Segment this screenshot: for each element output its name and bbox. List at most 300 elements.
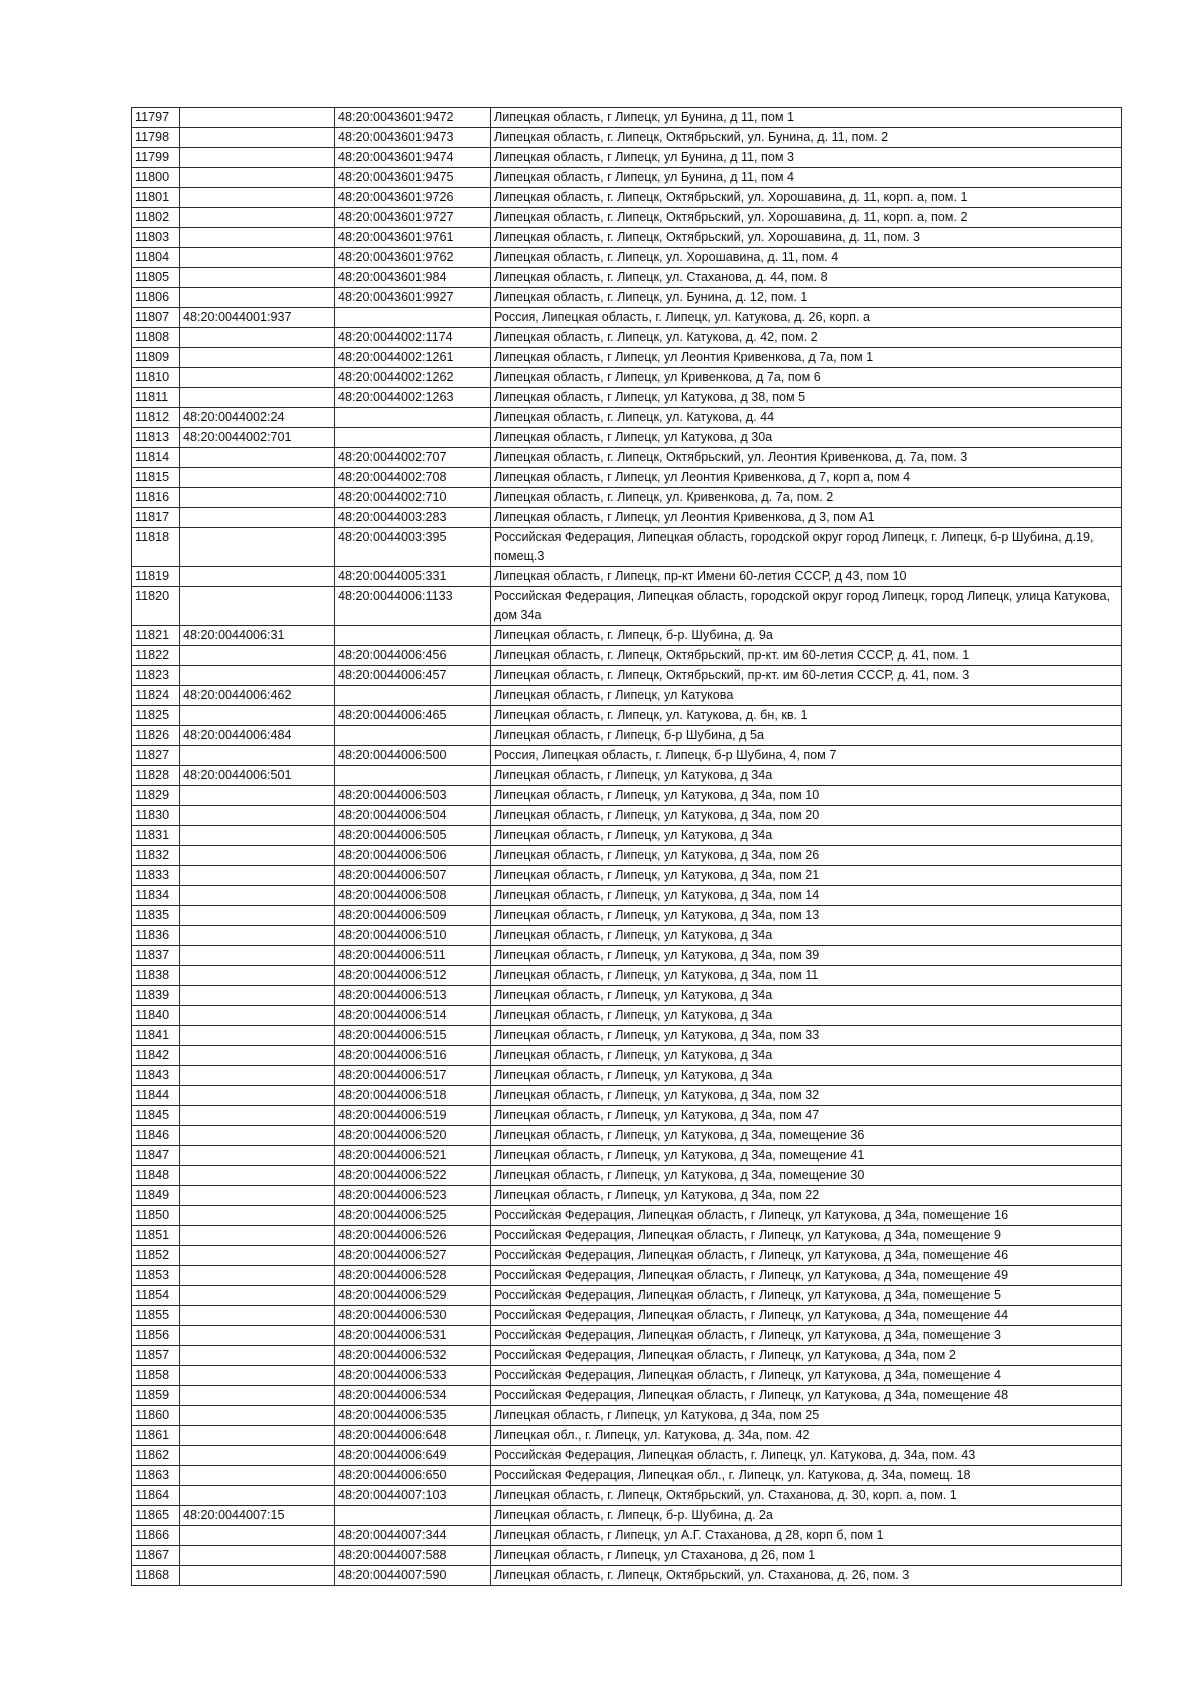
object-cadastral-number — [335, 308, 491, 328]
land-plot-cadastral-number — [180, 1366, 335, 1386]
address: Липецкая область, г Липецк, ул Катукова, д 34а, помещение 30 — [491, 1166, 1122, 1186]
cadastral-registry-table — [131, 107, 1122, 1586]
object-cadastral-number: 48:20:0044006:512 — [335, 966, 491, 986]
object-cadastral-number: 48:20:0044006:511 — [335, 946, 491, 966]
object-cadastral-number: 48:20:0044006:503 — [335, 786, 491, 806]
address: Липецкая область, г Липецк, ул Кривенкова, д 7а, пом 6 — [491, 368, 1122, 388]
land-plot-cadastral-number — [180, 208, 335, 228]
land-plot-cadastral-number: 48:20:0044002:24 — [180, 408, 335, 428]
land-plot-cadastral-number — [180, 587, 335, 626]
land-plot-cadastral-number — [180, 1526, 335, 1546]
row-number: 11861 — [132, 1426, 180, 1446]
address: Липецкая область, г Липецк, ул Катукова, д 30а — [491, 428, 1122, 448]
row-number: 11811 — [132, 388, 180, 408]
object-cadastral-number: 48:20:0044002:708 — [335, 468, 491, 488]
object-cadastral-number: 48:20:0044005:331 — [335, 567, 491, 587]
land-plot-cadastral-number — [180, 1426, 335, 1446]
row-number: 11799 — [132, 148, 180, 168]
address: Липецкая область, г Липецк, ул Катукова, д 34а, пом 14 — [491, 886, 1122, 906]
row-number: 11819 — [132, 567, 180, 587]
land-plot-cadastral-number — [180, 1106, 335, 1126]
row-number: 11847 — [132, 1146, 180, 1166]
object-cadastral-number: 48:20:0043601:9474 — [335, 148, 491, 168]
address: Липецкая область, г Липецк, ул Бунина, д 11, пом 3 — [491, 148, 1122, 168]
object-cadastral-number: 48:20:0044006:510 — [335, 926, 491, 946]
land-plot-cadastral-number — [180, 1486, 335, 1506]
row-number: 11804 — [132, 248, 180, 268]
address: Российская Федерация, Липецкая обл., г. Липецк, ул. Катукова, д. 34а, помещ. 18 — [491, 1466, 1122, 1486]
address: Липецкая область, г. Липецк, Октябрьский, пр-кт. им 60-летия СССР, д. 41, пом. 3 — [491, 666, 1122, 686]
land-plot-cadastral-number — [180, 388, 335, 408]
address: Липецкая область, г. Липецк, Октябрьский, ул. Стаханова, д. 26, пом. 3 — [491, 1566, 1122, 1586]
address: Липецкая область, г Липецк, ул Катукова, д 34а — [491, 1006, 1122, 1026]
object-cadastral-number — [335, 626, 491, 646]
address: Липецкая область, г Липецк, ул Катукова, д 34а, помещение 41 — [491, 1146, 1122, 1166]
table-row — [132, 646, 1122, 666]
object-cadastral-number: 48:20:0044006:519 — [335, 1106, 491, 1126]
land-plot-cadastral-number — [180, 188, 335, 208]
land-plot-cadastral-number: 48:20:0044007:15 — [180, 1506, 335, 1526]
address: Россия, Липецкая область, г. Липецк, б-р Шубина, 4, пом 7 — [491, 746, 1122, 766]
address: Липецкая область, г. Липецк, Октябрьский, ул. Хорошавина, д. 11, корп. а, пом. 2 — [491, 208, 1122, 228]
address: Липецкая область, г Липецк, ул Бунина, д 11, пом 1 — [491, 108, 1122, 128]
row-number: 11818 — [132, 528, 180, 567]
row-number: 11863 — [132, 1466, 180, 1486]
row-number: 11853 — [132, 1266, 180, 1286]
table-row — [132, 1286, 1122, 1306]
address: Липецкая область, г Липецк, ул Катукова, д 34а, пом 39 — [491, 946, 1122, 966]
row-number: 11851 — [132, 1226, 180, 1246]
address: Российская Федерация, Липецкая область, г Липецк, ул Катукова, д 34а, помещение 16 — [491, 1206, 1122, 1226]
table-row — [132, 1166, 1122, 1186]
object-cadastral-number: 48:20:0044006:465 — [335, 706, 491, 726]
row-number: 11868 — [132, 1566, 180, 1586]
row-number: 11834 — [132, 886, 180, 906]
object-cadastral-number: 48:20:0043601:9473 — [335, 128, 491, 148]
table-row — [132, 408, 1122, 428]
object-cadastral-number: 48:20:0044002:710 — [335, 488, 491, 508]
row-number: 11840 — [132, 1006, 180, 1026]
table-row — [132, 1026, 1122, 1046]
object-cadastral-number — [335, 726, 491, 746]
address: Российская Федерация, Липецкая область, г Липецк, ул Катукова, д 34а, помещение 3 — [491, 1326, 1122, 1346]
object-cadastral-number: 48:20:0044006:529 — [335, 1286, 491, 1306]
table-row — [132, 1006, 1122, 1026]
address: Липецкая область, г Липецк, ул А.Г. Стаханова, д 28, корп б, пом 1 — [491, 1526, 1122, 1546]
row-number: 11843 — [132, 1066, 180, 1086]
object-cadastral-number: 48:20:0044006:507 — [335, 866, 491, 886]
object-cadastral-number: 48:20:0044002:1263 — [335, 388, 491, 408]
object-cadastral-number: 48:20:0044006:530 — [335, 1306, 491, 1326]
address: Российская Федерация, Липецкая область, г. Липецк, ул. Катукова, д. 34а, пом. 43 — [491, 1446, 1122, 1466]
land-plot-cadastral-number — [180, 228, 335, 248]
table-row — [132, 1126, 1122, 1146]
land-plot-cadastral-number — [180, 508, 335, 528]
object-cadastral-number: 48:20:0044006:456 — [335, 646, 491, 666]
row-number: 11805 — [132, 268, 180, 288]
object-cadastral-number: 48:20:0043601:9761 — [335, 228, 491, 248]
object-cadastral-number: 48:20:0044006:531 — [335, 1326, 491, 1346]
land-plot-cadastral-number — [180, 866, 335, 886]
object-cadastral-number: 48:20:0043601:9727 — [335, 208, 491, 228]
row-number: 11862 — [132, 1446, 180, 1466]
land-plot-cadastral-number — [180, 1286, 335, 1306]
table-row — [132, 308, 1122, 328]
land-plot-cadastral-number — [180, 1026, 335, 1046]
table-row — [132, 1446, 1122, 1466]
table-row — [132, 468, 1122, 488]
row-number: 11820 — [132, 587, 180, 626]
table-row — [132, 866, 1122, 886]
object-cadastral-number: 48:20:0044006:517 — [335, 1066, 491, 1086]
table-row — [132, 1406, 1122, 1426]
land-plot-cadastral-number — [180, 906, 335, 926]
land-plot-cadastral-number — [180, 1066, 335, 1086]
land-plot-cadastral-number: 48:20:0044002:701 — [180, 428, 335, 448]
land-plot-cadastral-number: 48:20:0044006:501 — [180, 766, 335, 786]
address: Липецкая область, г. Липецк, ул. Стаханова, д. 44, пом. 8 — [491, 268, 1122, 288]
object-cadastral-number: 48:20:0044006:518 — [335, 1086, 491, 1106]
address: Липецкая область, г Липецк, ул Катукова, д 34а, пом 20 — [491, 806, 1122, 826]
land-plot-cadastral-number — [180, 1446, 335, 1466]
object-cadastral-number: 48:20:0043601:9762 — [335, 248, 491, 268]
address: Липецкая область, г. Липецк, ул. Катукова, д. бн, кв. 1 — [491, 706, 1122, 726]
address: Липецкая область, г. Липецк, Октябрьский, ул. Бунина, д. 11, пом. 2 — [491, 128, 1122, 148]
table-row — [132, 1526, 1122, 1546]
land-plot-cadastral-number — [180, 846, 335, 866]
land-plot-cadastral-number — [180, 168, 335, 188]
row-number: 11849 — [132, 1186, 180, 1206]
object-cadastral-number — [335, 1506, 491, 1526]
address: Российская Федерация, Липецкая область, г Липецк, ул Катукова, д 34а, помещение 49 — [491, 1266, 1122, 1286]
table-row — [132, 1246, 1122, 1266]
table-row — [132, 1046, 1122, 1066]
row-number: 11854 — [132, 1286, 180, 1306]
row-number: 11828 — [132, 766, 180, 786]
address: Российская Федерация, Липецкая область, городской округ город Липецк, город Липецк, улица Катукова, дом 34а — [491, 587, 1122, 626]
table-row — [132, 587, 1122, 626]
object-cadastral-number: 48:20:0044006:520 — [335, 1126, 491, 1146]
row-number: 11848 — [132, 1166, 180, 1186]
land-plot-cadastral-number — [180, 926, 335, 946]
object-cadastral-number: 48:20:0044006:505 — [335, 826, 491, 846]
table-row — [132, 348, 1122, 368]
address: Липецкая область, г Липецк, б-р Шубина, д 5а — [491, 726, 1122, 746]
row-number: 11797 — [132, 108, 180, 128]
table-row — [132, 168, 1122, 188]
land-plot-cadastral-number — [180, 966, 335, 986]
object-cadastral-number: 48:20:0044006:528 — [335, 1266, 491, 1286]
object-cadastral-number: 48:20:0044006:522 — [335, 1166, 491, 1186]
address: Липецкая область, г Липецк, ул Стаханова, д 26, пом 1 — [491, 1546, 1122, 1566]
row-number: 11829 — [132, 786, 180, 806]
address: Липецкая область, г Липецк, ул Катукова, д 34а — [491, 1066, 1122, 1086]
address: Липецкая область, г Липецк, ул Катукова, д 34а, пом 10 — [491, 786, 1122, 806]
address: Липецкая область, г Липецк, ул Бунина, д 11, пом 4 — [491, 168, 1122, 188]
table-row — [132, 806, 1122, 826]
table-row — [132, 1266, 1122, 1286]
table-row — [132, 148, 1122, 168]
address: Липецкая область, г. Липецк, б-р. Шубина, д. 2а — [491, 1506, 1122, 1526]
land-plot-cadastral-number: 48:20:0044006:484 — [180, 726, 335, 746]
table-row — [132, 567, 1122, 587]
address: Липецкая область, г Липецк, ул Леонтия Кривенкова, д 3, пом А1 — [491, 508, 1122, 528]
row-number: 11846 — [132, 1126, 180, 1146]
table-row — [132, 686, 1122, 706]
row-number: 11809 — [132, 348, 180, 368]
table-row — [132, 826, 1122, 846]
land-plot-cadastral-number — [180, 986, 335, 1006]
object-cadastral-number — [335, 408, 491, 428]
table-row — [132, 388, 1122, 408]
address: Липецкая область, г Липецк, ул Катукова, д 34а, пом 21 — [491, 866, 1122, 886]
object-cadastral-number: 48:20:0044006:527 — [335, 1246, 491, 1266]
table-row — [132, 946, 1122, 966]
row-number: 11801 — [132, 188, 180, 208]
row-number: 11865 — [132, 1506, 180, 1526]
land-plot-cadastral-number — [180, 1226, 335, 1246]
row-number: 11842 — [132, 1046, 180, 1066]
object-cadastral-number: 48:20:0044006:523 — [335, 1186, 491, 1206]
row-number: 11855 — [132, 1306, 180, 1326]
row-number: 11841 — [132, 1026, 180, 1046]
object-cadastral-number: 48:20:0043601:9472 — [335, 108, 491, 128]
table-row — [132, 328, 1122, 348]
table-row — [132, 1346, 1122, 1366]
land-plot-cadastral-number — [180, 646, 335, 666]
address: Липецкая область, г. Липецк, Октябрьский, ул. Леонтия Кривенкова, д. 7а, пом. 3 — [491, 448, 1122, 468]
address: Российская Федерация, Липецкая область, г Липецк, ул Катукова, д 34а, помещение 5 — [491, 1286, 1122, 1306]
row-number: 11808 — [132, 328, 180, 348]
table-row — [132, 1066, 1122, 1086]
object-cadastral-number: 48:20:0044006:534 — [335, 1386, 491, 1406]
row-number: 11815 — [132, 468, 180, 488]
row-number: 11824 — [132, 686, 180, 706]
address: Липецкая область, г Липецк, пр-кт Имени 60-летия СССР, д 43, пом 10 — [491, 567, 1122, 587]
address: Российская Федерация, Липецкая область, г Липецк, ул Катукова, д 34а, помещение 44 — [491, 1306, 1122, 1326]
table-row — [132, 1566, 1122, 1586]
address: Липецкая область, г. Липецк, Октябрьский, ул. Хорошавина, д. 11, корп. а, пом. 1 — [491, 188, 1122, 208]
address: Российская Федерация, Липецкая область, г Липецк, ул Катукова, д 34а, помещение 46 — [491, 1246, 1122, 1266]
land-plot-cadastral-number: 48:20:0044006:31 — [180, 626, 335, 646]
address: Липецкая область, г. Липецк, Октябрьский, ул. Хорошавина, д. 11, пом. 3 — [491, 228, 1122, 248]
table-row — [132, 228, 1122, 248]
address: Российская Федерация, Липецкая область, г Липецк, ул Катукова, д 34а, помещение 9 — [491, 1226, 1122, 1246]
land-plot-cadastral-number — [180, 1546, 335, 1566]
object-cadastral-number: 48:20:0044006:500 — [335, 746, 491, 766]
row-number: 11798 — [132, 128, 180, 148]
table-row — [132, 1486, 1122, 1506]
address: Российская Федерация, Липецкая область, г Липецк, ул Катукова, д 34а, помещение 48 — [491, 1386, 1122, 1406]
land-plot-cadastral-number — [180, 1146, 335, 1166]
address: Липецкая область, г Липецк, ул Леонтия Кривенкова, д 7, корп а, пом 4 — [491, 468, 1122, 488]
table-row — [132, 1366, 1122, 1386]
object-cadastral-number: 48:20:0044006:525 — [335, 1206, 491, 1226]
address: Липецкая область, г Липецк, ул Катукова, д 34а — [491, 926, 1122, 946]
table-row — [132, 368, 1122, 388]
table-row — [132, 128, 1122, 148]
land-plot-cadastral-number — [180, 468, 335, 488]
address: Липецкая область, г Липецк, ул Катукова, д 38, пом 5 — [491, 388, 1122, 408]
table-row — [132, 528, 1122, 567]
object-cadastral-number: 48:20:0044006:532 — [335, 1346, 491, 1366]
address: Липецкая область, г. Липецк, ул. Катукова, д. 42, пом. 2 — [491, 328, 1122, 348]
table-row — [132, 488, 1122, 508]
table-row — [132, 666, 1122, 686]
table-row — [132, 1386, 1122, 1406]
row-number: 11807 — [132, 308, 180, 328]
object-cadastral-number — [335, 686, 491, 706]
row-number: 11830 — [132, 806, 180, 826]
land-plot-cadastral-number: 48:20:0044006:462 — [180, 686, 335, 706]
object-cadastral-number: 48:20:0044003:283 — [335, 508, 491, 528]
object-cadastral-number: 48:20:0044006:535 — [335, 1406, 491, 1426]
object-cadastral-number: 48:20:0044003:395 — [335, 528, 491, 567]
object-cadastral-number: 48:20:0044007:103 — [335, 1486, 491, 1506]
row-number: 11836 — [132, 926, 180, 946]
table-row — [132, 706, 1122, 726]
object-cadastral-number: 48:20:0044007:590 — [335, 1566, 491, 1586]
table-row — [132, 746, 1122, 766]
land-plot-cadastral-number — [180, 666, 335, 686]
table-row — [132, 1506, 1122, 1526]
object-cadastral-number: 48:20:0044006:504 — [335, 806, 491, 826]
object-cadastral-number: 48:20:0043601:9726 — [335, 188, 491, 208]
land-plot-cadastral-number — [180, 1006, 335, 1026]
object-cadastral-number: 48:20:0043601:9927 — [335, 288, 491, 308]
row-number: 11838 — [132, 966, 180, 986]
table-row — [132, 886, 1122, 906]
land-plot-cadastral-number — [180, 1166, 335, 1186]
address: Липецкая область, г Липецк, ул Катукова, д 34а, пом 47 — [491, 1106, 1122, 1126]
object-cadastral-number: 48:20:0044002:1174 — [335, 328, 491, 348]
address: Липецкая область, г Липецк, ул Катукова, д 34а — [491, 1046, 1122, 1066]
row-number: 11852 — [132, 1246, 180, 1266]
table-row — [132, 248, 1122, 268]
land-plot-cadastral-number — [180, 1126, 335, 1146]
row-number: 11837 — [132, 946, 180, 966]
object-cadastral-number: 48:20:0044006:515 — [335, 1026, 491, 1046]
land-plot-cadastral-number — [180, 1046, 335, 1066]
object-cadastral-number: 48:20:0044006:1133 — [335, 587, 491, 626]
land-plot-cadastral-number — [180, 1406, 335, 1426]
address: Липецкая область, г Липецк, ул Катукова, д 34а, пом 25 — [491, 1406, 1122, 1426]
table-row — [132, 966, 1122, 986]
row-number: 11822 — [132, 646, 180, 666]
land-plot-cadastral-number — [180, 1346, 335, 1366]
table-row — [132, 846, 1122, 866]
table-row — [132, 1226, 1122, 1246]
table-row — [132, 108, 1122, 128]
land-plot-cadastral-number — [180, 288, 335, 308]
row-number: 11814 — [132, 448, 180, 468]
table-row — [132, 986, 1122, 1006]
land-plot-cadastral-number — [180, 108, 335, 128]
address: Российская Федерация, Липецкая область, городской округ город Липецк, г. Липецк, б-р Шубина, д.19, помещ.3 — [491, 528, 1122, 567]
land-plot-cadastral-number — [180, 148, 335, 168]
row-number: 11867 — [132, 1546, 180, 1566]
address: Липецкая область, г. Липецк, Октябрьский, пр-кт. им 60-летия СССР, д. 41, пом. 1 — [491, 646, 1122, 666]
row-number: 11813 — [132, 428, 180, 448]
row-number: 11816 — [132, 488, 180, 508]
object-cadastral-number: 48:20:0044006:650 — [335, 1466, 491, 1486]
object-cadastral-number: 48:20:0044006:514 — [335, 1006, 491, 1026]
row-number: 11839 — [132, 986, 180, 1006]
row-number: 11812 — [132, 408, 180, 428]
address: Липецкая область, г Липецк, ул Катукова, д 34а — [491, 826, 1122, 846]
table-row — [132, 1326, 1122, 1346]
land-plot-cadastral-number — [180, 886, 335, 906]
row-number: 11850 — [132, 1206, 180, 1226]
land-plot-cadastral-number — [180, 1326, 335, 1346]
address: Липецкая область, г Липецк, ул Катукова — [491, 686, 1122, 706]
land-plot-cadastral-number — [180, 1386, 335, 1406]
row-number: 11810 — [132, 368, 180, 388]
land-plot-cadastral-number — [180, 826, 335, 846]
row-number: 11803 — [132, 228, 180, 248]
object-cadastral-number — [335, 766, 491, 786]
land-plot-cadastral-number — [180, 746, 335, 766]
table-row — [132, 906, 1122, 926]
address: Липецкая область, г Липецк, ул Катукова, д 34а — [491, 766, 1122, 786]
address: Липецкая область, г Липецк, ул Катукова, д 34а, пом 32 — [491, 1086, 1122, 1106]
land-plot-cadastral-number — [180, 528, 335, 567]
row-number: 11817 — [132, 508, 180, 528]
row-number: 11835 — [132, 906, 180, 926]
object-cadastral-number: 48:20:0044007:344 — [335, 1526, 491, 1546]
table-row — [132, 786, 1122, 806]
table-row — [132, 1466, 1122, 1486]
object-cadastral-number: 48:20:0044006:521 — [335, 1146, 491, 1166]
land-plot-cadastral-number: 48:20:0044001:937 — [180, 308, 335, 328]
row-number: 11856 — [132, 1326, 180, 1346]
object-cadastral-number: 48:20:0044006:457 — [335, 666, 491, 686]
land-plot-cadastral-number — [180, 328, 335, 348]
object-cadastral-number: 48:20:0044002:1261 — [335, 348, 491, 368]
row-number: 11823 — [132, 666, 180, 686]
object-cadastral-number: 48:20:0044006:533 — [335, 1366, 491, 1386]
object-cadastral-number: 48:20:0043601:9475 — [335, 168, 491, 188]
row-number: 11860 — [132, 1406, 180, 1426]
object-cadastral-number: 48:20:0044006:509 — [335, 906, 491, 926]
object-cadastral-number — [335, 428, 491, 448]
object-cadastral-number: 48:20:0044006:526 — [335, 1226, 491, 1246]
land-plot-cadastral-number — [180, 1186, 335, 1206]
row-number: 11800 — [132, 168, 180, 188]
row-number: 11866 — [132, 1526, 180, 1546]
address: Липецкая обл., г. Липецк, ул. Катукова, д. 34а, пом. 42 — [491, 1426, 1122, 1446]
table-row — [132, 1146, 1122, 1166]
address: Липецкая область, г Липецк, ул Леонтия Кривенкова, д 7а, пом 1 — [491, 348, 1122, 368]
address: Россия, Липецкая область, г. Липецк, ул. Катукова, д. 26, корп. а — [491, 308, 1122, 328]
land-plot-cadastral-number — [180, 1206, 335, 1226]
land-plot-cadastral-number — [180, 946, 335, 966]
address: Липецкая область, г. Липецк, ул. Бунина, д. 12, пом. 1 — [491, 288, 1122, 308]
land-plot-cadastral-number — [180, 567, 335, 587]
object-cadastral-number: 48:20:0044006:516 — [335, 1046, 491, 1066]
table-row — [132, 288, 1122, 308]
row-number: 11833 — [132, 866, 180, 886]
object-cadastral-number: 48:20:0044006:508 — [335, 886, 491, 906]
address: Липецкая область, г. Липецк, Октябрьский, ул. Стаханова, д. 30, корп. а, пом. 1 — [491, 1486, 1122, 1506]
row-number: 11826 — [132, 726, 180, 746]
row-number: 11825 — [132, 706, 180, 726]
address: Российская Федерация, Липецкая область, г Липецк, ул Катукова, д 34а, пом 2 — [491, 1346, 1122, 1366]
land-plot-cadastral-number — [180, 1566, 335, 1586]
land-plot-cadastral-number — [180, 128, 335, 148]
land-plot-cadastral-number — [180, 368, 335, 388]
land-plot-cadastral-number — [180, 1266, 335, 1286]
